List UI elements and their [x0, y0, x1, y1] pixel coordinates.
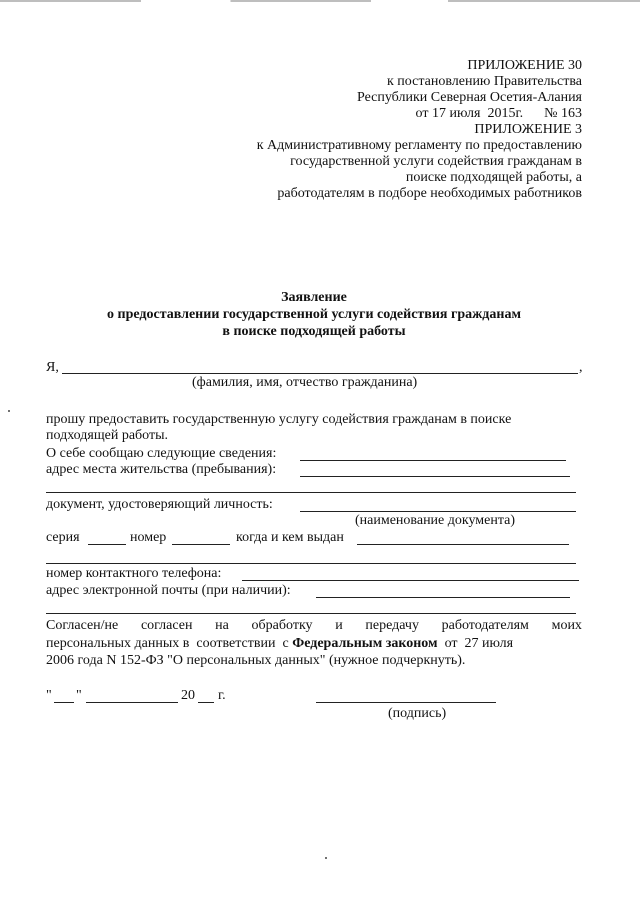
- date-month-field[interactable]: [86, 702, 178, 703]
- consent-line-2: [46, 636, 513, 652]
- header-line-1: ПРИЛОЖЕНИЕ 30: [467, 58, 582, 73]
- year-suffix: г.: [218, 688, 226, 703]
- address-label: адрес места жительства (пребывания):: [46, 462, 277, 477]
- number-label: номер: [130, 530, 167, 545]
- series-field[interactable]: [88, 544, 126, 545]
- address-field[interactable]: [300, 476, 570, 477]
- issued-field-continued[interactable]: [46, 563, 576, 564]
- consent-line-3: 2006 года N 152-ФЗ "О персональных данных" (нужное подчеркнуть).: [46, 653, 466, 668]
- fio-field[interactable]: [62, 373, 578, 374]
- consent-line-1: [46, 618, 582, 634]
- doc-caption: (наименование документа): [355, 513, 516, 528]
- signature-field[interactable]: [316, 702, 496, 703]
- header-line-5: ПРИЛОЖЕНИЕ 3: [474, 122, 582, 137]
- consent-word: передачу: [365, 618, 419, 633]
- consent-text: персональных данных в соответствии с: [46, 636, 293, 651]
- date-day-field[interactable]: [54, 702, 74, 703]
- header-line-2: к постановлению Правительства: [386, 74, 582, 89]
- scan-speck: [325, 857, 327, 859]
- address-field-continued[interactable]: [46, 492, 576, 493]
- federal-law-text: Федеральным законом: [292, 636, 438, 651]
- number-field[interactable]: [172, 544, 230, 545]
- date-close-quote: ": [76, 688, 82, 703]
- phone-field[interactable]: [242, 580, 579, 581]
- header-line-4: от 17 июля 2015г. № 163: [415, 106, 582, 121]
- fio-caption: (фамилия, имя, отчество гражданина): [192, 375, 418, 390]
- year-prefix: 20: [181, 688, 195, 703]
- header-line-3: Республики Северная Осетия-Алания: [357, 90, 582, 105]
- email-field-continued[interactable]: [46, 613, 576, 614]
- header-line-8: поиске подходящей работы, а: [405, 170, 582, 185]
- header-line-9: работодателям в подборе необходимых работников: [277, 186, 582, 201]
- header-line-7: государственной услуги содействия гражданам в: [290, 154, 582, 169]
- email-label: адрес электронной почты (при наличии):: [46, 583, 291, 598]
- consent-word: моих: [551, 618, 582, 633]
- consent-word: согласен: [140, 618, 193, 633]
- id-doc-field[interactable]: [300, 511, 576, 512]
- id-doc-label: документ, удостоверяющий личность:: [46, 497, 273, 512]
- scan-speck: [8, 410, 10, 412]
- date-open-quote: ": [46, 688, 52, 703]
- consent-word: обработку: [251, 618, 313, 633]
- consent-word: на: [215, 618, 229, 633]
- comma: ,: [579, 360, 583, 375]
- ya-label: Я,: [46, 360, 59, 375]
- self-info-field[interactable]: [300, 460, 566, 461]
- scan-edge: [0, 0, 640, 2]
- consent-text: от 27 июля: [437, 636, 514, 651]
- title-line-3: в поиске подходящей работы: [222, 324, 406, 339]
- consent-word: Согласен/не: [46, 618, 119, 633]
- issued-label: когда и кем выдан: [236, 530, 344, 545]
- series-label: серия: [46, 530, 80, 545]
- request-line-1: прошу предоставить государственную услугу содействия гражданам в поиске: [46, 412, 512, 427]
- email-field[interactable]: [316, 597, 570, 598]
- signature-caption: (подпись): [388, 706, 447, 721]
- title-line-1: Заявление: [281, 290, 347, 305]
- header-line-6: к Административному регламенту по предоставлению: [256, 138, 582, 153]
- phone-label: номер контактного телефона:: [46, 566, 222, 581]
- issued-field[interactable]: [357, 544, 569, 545]
- request-line-2: подходящей работы.: [46, 428, 169, 443]
- consent-word: работодателям: [441, 618, 529, 633]
- date-year-field[interactable]: [198, 702, 214, 703]
- consent-word: и: [335, 618, 343, 633]
- self-info-label: О себе сообщаю следующие сведения:: [46, 446, 277, 461]
- title-line-2: о предоставлении государственной услуги содействия гражданам: [107, 307, 521, 322]
